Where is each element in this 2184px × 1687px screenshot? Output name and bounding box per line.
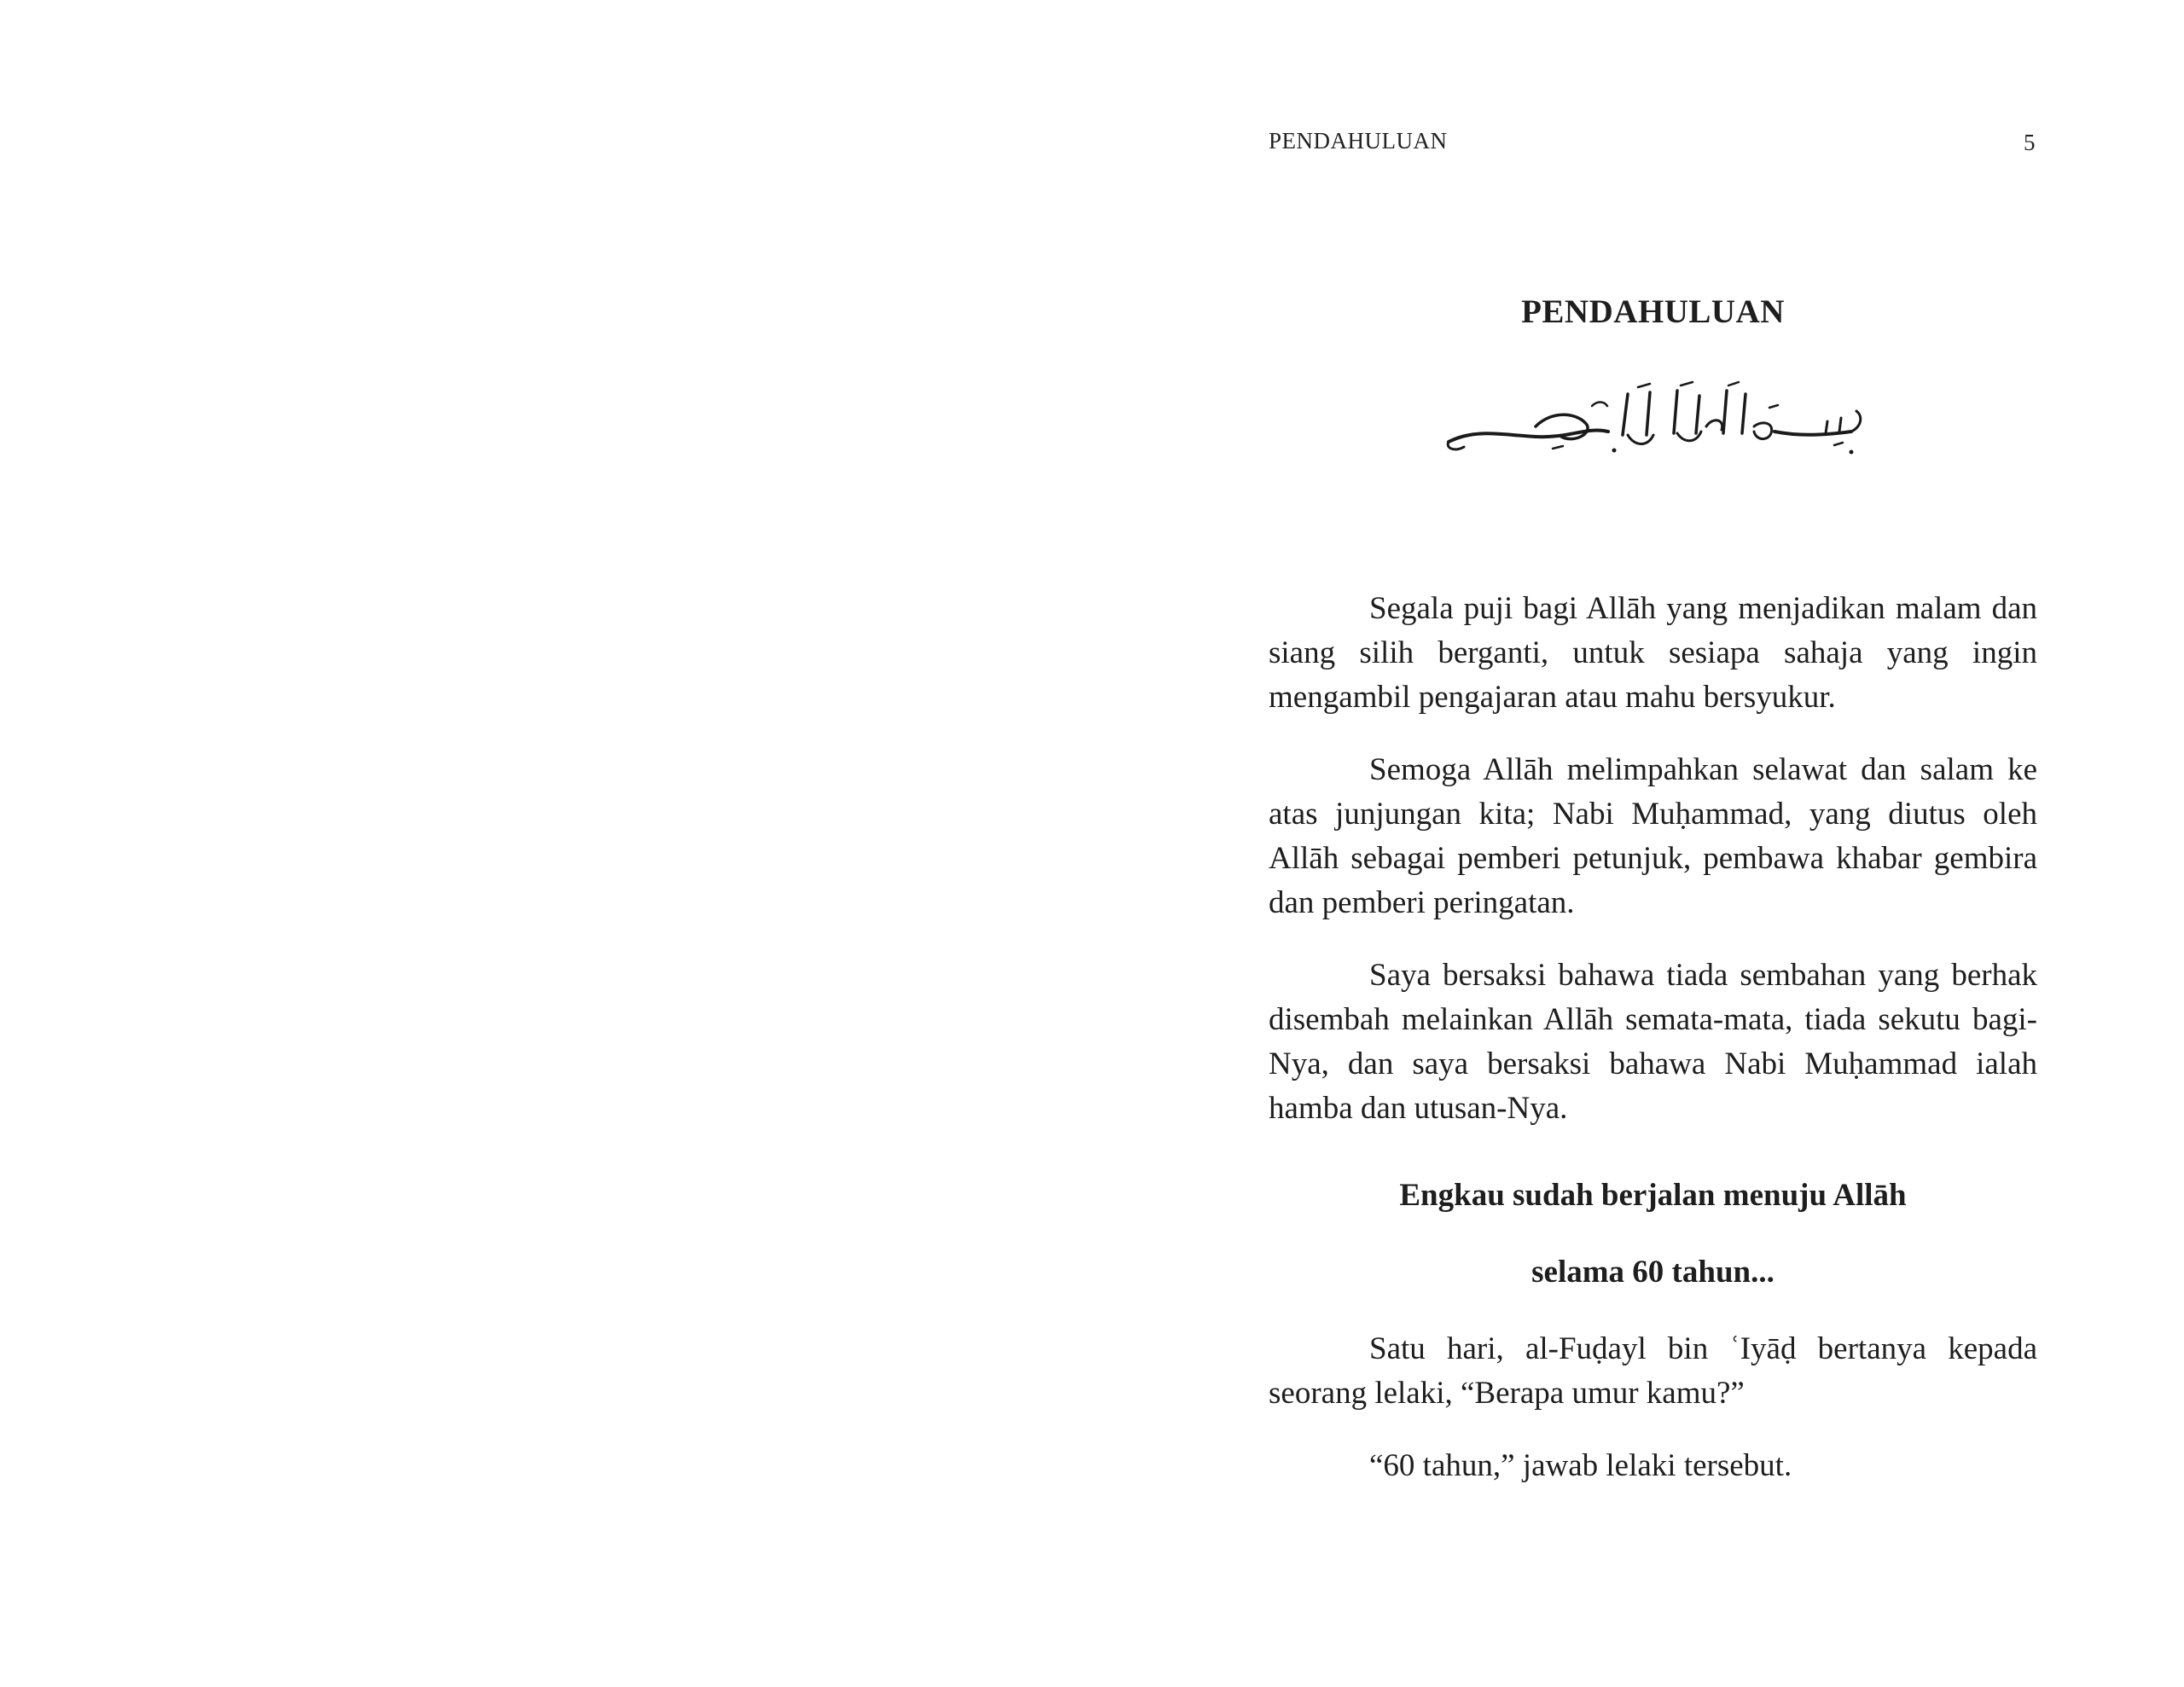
running-head: PENDAHULUAN [1269,128,1448,154]
subheading: selama 60 tahun... [1531,1255,1774,1290]
page-number: 5 [2024,130,2036,155]
basmala-calligraphy-icon [1425,375,1885,461]
chapter-title: PENDAHULUAN [1521,293,1785,330]
paragraph: Segala puji bagi Allāh yang menjadikan malam dan siang silih berganti, untuk sesiapa sahaja yang ingin mengambil pengajaran atau mahu bersyukur. [1269,591,2037,715]
paragraph: Semoga Allāh melimpahkan selawat dan salam ke atas junjungan kita; Nabi Muḥammad, yang diutus oleh Allāh sebagai pemberi petunjuk, pembawa khabar gembira dan pemberi peringatan. [1269,752,2037,920]
paragraph: Saya bersaksi bahawa tiada sembahan yang berhak disembah melainkan Allāh semata-mata, tiada sekutu bagi-Nya, dan saya bersaksi bahawa Nabi Muḥammad ialah hamba dan utusan-Nya. [1269,958,2037,1126]
paragraph: “60 tahun,” jawab lelaki tersebut. [1369,1448,1792,1483]
paragraph: Satu hari, al-Fuḍayl bin ʿIyāḍ bertanya kepada seorang lelaki, “Berapa umur kamu?” [1269,1331,2037,1411]
body-text [1269,587,2037,1516]
subheading: Engkau sudah berjalan menuju Allāh [1399,1178,1907,1213]
